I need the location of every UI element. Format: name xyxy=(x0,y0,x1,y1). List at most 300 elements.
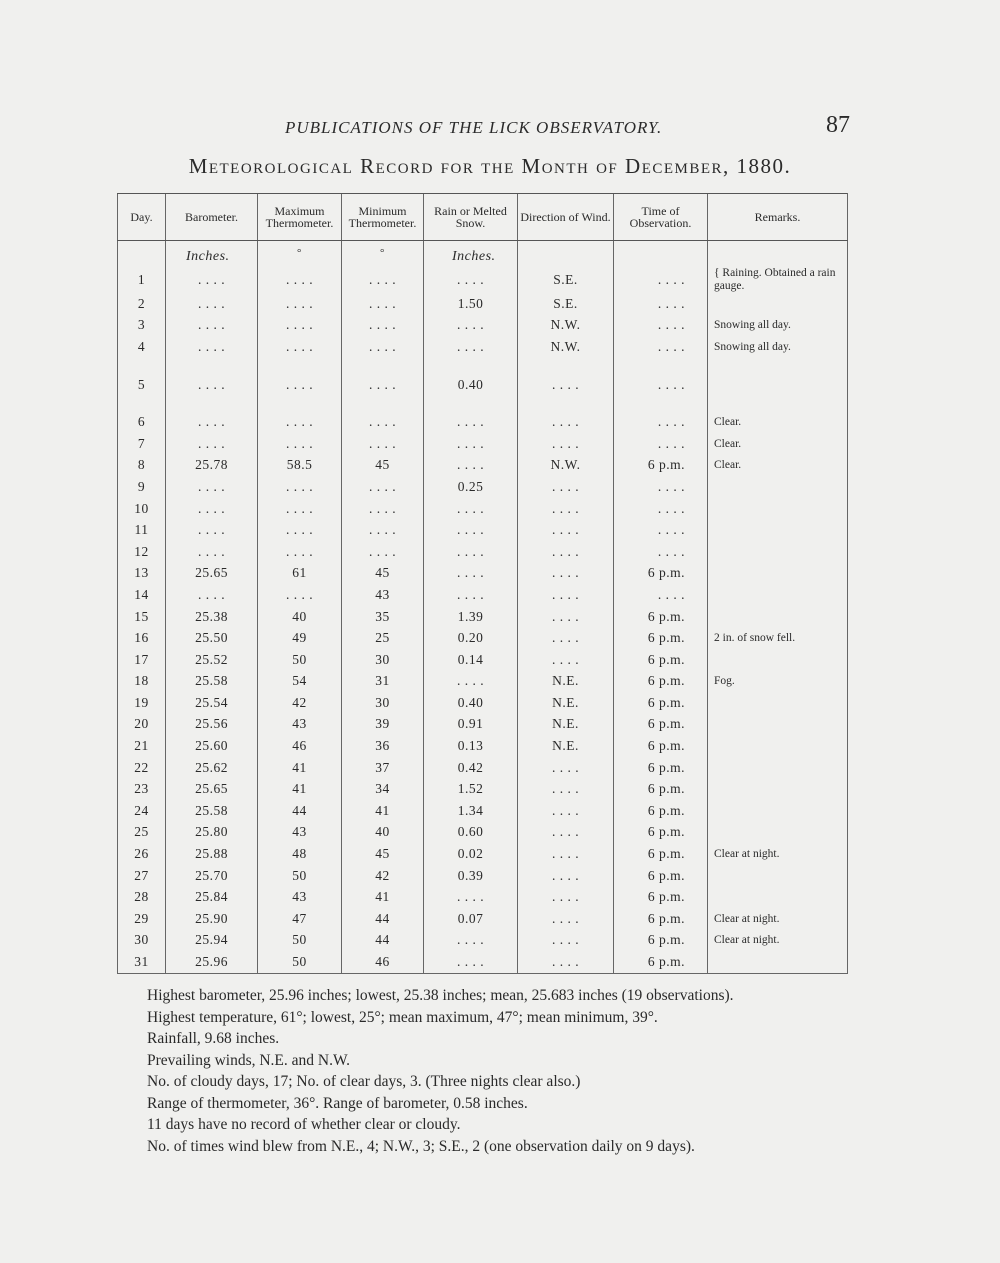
cell-wind-direction: N.W. xyxy=(518,455,614,477)
cell-barometer: . . . . xyxy=(166,411,258,433)
spacer-cell xyxy=(518,358,614,374)
cell-rain: 0.91 xyxy=(424,714,518,736)
cell-rain: . . . . xyxy=(424,498,518,520)
table-row xyxy=(118,606,848,628)
cell-rain: . . . . xyxy=(424,455,518,477)
summary-line: Prevailing winds, N.E. and N.W. xyxy=(147,1051,351,1069)
header-day: Day. xyxy=(118,194,166,241)
cell-rain: . . . . xyxy=(424,433,518,455)
cell-observation-time: 6 p.m. xyxy=(614,930,708,952)
cell-remarks xyxy=(708,563,848,585)
cell-min-temp: 44 xyxy=(342,908,424,930)
cell-day: 23 xyxy=(118,778,166,800)
cell-day: 26 xyxy=(118,843,166,865)
cell-remarks xyxy=(708,541,848,563)
cell-day: 31 xyxy=(118,951,166,973)
cell-min-temp: 40 xyxy=(342,822,424,844)
table-row xyxy=(118,865,848,887)
cell-observation-time: 6 p.m. xyxy=(614,865,708,887)
cell-barometer: 25.70 xyxy=(166,865,258,887)
cell-max-temp: 50 xyxy=(258,865,342,887)
cell-barometer: 25.94 xyxy=(166,930,258,952)
table-row xyxy=(118,476,848,498)
cell-wind-direction: . . . . xyxy=(518,822,614,844)
cell-wind-direction: . . . . xyxy=(518,476,614,498)
cell-max-temp: 41 xyxy=(258,778,342,800)
cell-day: 25 xyxy=(118,822,166,844)
cell-day: 4 xyxy=(118,336,166,358)
spacer-cell xyxy=(258,358,342,374)
cell-barometer: 25.58 xyxy=(166,671,258,693)
cell-observation-time: . . . . xyxy=(614,519,708,541)
cell-remarks: Clear at night. xyxy=(708,843,848,865)
cell-wind-direction: . . . . xyxy=(518,584,614,606)
cell-wind-direction: S.E. xyxy=(518,267,614,293)
cell-max-temp: 47 xyxy=(258,908,342,930)
cell-observation-time: 6 p.m. xyxy=(614,649,708,671)
cell-wind-direction: . . . . xyxy=(518,908,614,930)
cell-barometer: . . . . xyxy=(166,336,258,358)
cell-max-temp: . . . . xyxy=(258,374,342,396)
spacer-cell xyxy=(614,395,708,411)
cell-barometer: . . . . xyxy=(166,433,258,455)
cell-max-temp: . . . . xyxy=(258,433,342,455)
cell-barometer: . . . . xyxy=(166,584,258,606)
cell-observation-time: . . . . xyxy=(614,584,708,606)
cell-min-temp: 41 xyxy=(342,800,424,822)
cell-min-temp: 43 xyxy=(342,584,424,606)
units-time xyxy=(614,241,708,268)
header-barometer: Barometer. xyxy=(166,194,258,241)
cell-max-temp: . . . . xyxy=(258,315,342,337)
cell-max-temp: 54 xyxy=(258,671,342,693)
cell-barometer: . . . . xyxy=(166,519,258,541)
cell-wind-direction: N.E. xyxy=(518,692,614,714)
cell-day: 14 xyxy=(118,584,166,606)
cell-day: 10 xyxy=(118,498,166,520)
cell-min-temp: 45 xyxy=(342,455,424,477)
summary-line: No. of times wind blew from N.E., 4; N.W., 3; S.E., 2 (one observation daily on 9 days). xyxy=(147,1137,695,1155)
cell-remarks xyxy=(708,822,848,844)
summary-line: Highest barometer, 25.96 inches; lowest, 25.38 inches; mean, 25.683 inches (19 observations). xyxy=(147,987,734,1004)
cell-day: 27 xyxy=(118,865,166,887)
cell-wind-direction: N.E. xyxy=(518,714,614,736)
cell-wind-direction: . . . . xyxy=(518,951,614,973)
spacer-cell xyxy=(614,358,708,374)
cell-day: 5 xyxy=(118,374,166,396)
cell-observation-time: . . . . xyxy=(614,336,708,358)
cell-rain: . . . . xyxy=(424,886,518,908)
cell-observation-time: 6 p.m. xyxy=(614,757,708,779)
cell-min-temp: 46 xyxy=(342,951,424,973)
cell-observation-time: 6 p.m. xyxy=(614,692,708,714)
cell-rain: . . . . xyxy=(424,267,518,293)
cell-wind-direction: . . . . xyxy=(518,411,614,433)
cell-barometer: 25.96 xyxy=(166,951,258,973)
header-direction: Direction of Wind. xyxy=(518,194,614,241)
spacer-cell xyxy=(708,395,848,411)
cell-day: 15 xyxy=(118,606,166,628)
spacer-cell xyxy=(118,395,166,411)
spacer-cell xyxy=(166,358,258,374)
cell-barometer: 25.84 xyxy=(166,886,258,908)
table-row xyxy=(118,455,848,477)
cell-observation-time: . . . . xyxy=(614,374,708,396)
cell-wind-direction: N.E. xyxy=(518,671,614,693)
cell-min-temp: 45 xyxy=(342,843,424,865)
cell-observation-time: 6 p.m. xyxy=(614,778,708,800)
page-title xyxy=(0,154,1000,179)
cell-max-temp: 41 xyxy=(258,757,342,779)
cell-wind-direction: . . . . xyxy=(518,649,614,671)
cell-max-temp: 43 xyxy=(258,714,342,736)
cell-barometer: . . . . xyxy=(166,541,258,563)
cell-barometer: . . . . xyxy=(166,374,258,396)
spacer-cell xyxy=(424,395,518,411)
cell-barometer: 25.78 xyxy=(166,455,258,477)
cell-day: 6 xyxy=(118,411,166,433)
cell-rain: 0.20 xyxy=(424,627,518,649)
cell-rain: 0.07 xyxy=(424,908,518,930)
cell-rain: . . . . xyxy=(424,584,518,606)
table-row xyxy=(118,843,848,865)
cell-barometer: 25.80 xyxy=(166,822,258,844)
units-day xyxy=(118,241,166,268)
cell-rain: . . . . xyxy=(424,563,518,585)
table-header-row xyxy=(118,194,848,241)
cell-observation-time: . . . . xyxy=(614,433,708,455)
spacer-cell xyxy=(258,395,342,411)
cell-observation-time: 6 p.m. xyxy=(614,800,708,822)
cell-min-temp: . . . . xyxy=(342,315,424,337)
cell-max-temp: . . . . xyxy=(258,584,342,606)
table-row xyxy=(118,908,848,930)
cell-rain: . . . . xyxy=(424,519,518,541)
cell-remarks: Clear at night. xyxy=(708,908,848,930)
cell-rain: 0.25 xyxy=(424,476,518,498)
cell-min-temp: 41 xyxy=(342,886,424,908)
cell-day: 21 xyxy=(118,735,166,757)
units-rain: Inches. xyxy=(424,241,518,268)
cell-min-temp: . . . . xyxy=(342,541,424,563)
cell-remarks xyxy=(708,886,848,908)
cell-rain: 0.02 xyxy=(424,843,518,865)
cell-rain: 0.60 xyxy=(424,822,518,844)
cell-barometer: 25.90 xyxy=(166,908,258,930)
spacer-cell xyxy=(342,358,424,374)
cell-barometer: . . . . xyxy=(166,498,258,520)
cell-barometer: 25.54 xyxy=(166,692,258,714)
cell-rain: 0.40 xyxy=(424,692,518,714)
cell-min-temp: . . . . xyxy=(342,293,424,315)
cell-observation-time: 6 p.m. xyxy=(614,563,708,585)
cell-day: 9 xyxy=(118,476,166,498)
cell-day: 22 xyxy=(118,757,166,779)
cell-barometer: . . . . xyxy=(166,476,258,498)
table-row xyxy=(118,498,848,520)
cell-day: 8 xyxy=(118,455,166,477)
cell-barometer: 25.58 xyxy=(166,800,258,822)
cell-day: 24 xyxy=(118,800,166,822)
cell-wind-direction: . . . . xyxy=(518,757,614,779)
cell-remarks: Clear. xyxy=(708,433,848,455)
header-time: Time of Observation. xyxy=(614,194,708,241)
cell-min-temp: . . . . xyxy=(342,411,424,433)
cell-observation-time: . . . . xyxy=(614,411,708,433)
table-row xyxy=(118,315,848,337)
cell-min-temp: . . . . xyxy=(342,498,424,520)
table-row xyxy=(118,519,848,541)
cell-wind-direction: N.E. xyxy=(518,735,614,757)
cell-remarks xyxy=(708,735,848,757)
units-row xyxy=(118,241,848,268)
cell-observation-time: 6 p.m. xyxy=(614,908,708,930)
cell-day: 18 xyxy=(118,671,166,693)
cell-max-temp: . . . . xyxy=(258,541,342,563)
table-row xyxy=(118,930,848,952)
cell-remarks xyxy=(708,865,848,887)
cell-remarks: Snowing all day. xyxy=(708,336,848,358)
cell-observation-time: 6 p.m. xyxy=(614,735,708,757)
cell-remarks xyxy=(708,584,848,606)
cell-remarks xyxy=(708,498,848,520)
cell-observation-time: 6 p.m. xyxy=(614,822,708,844)
cell-remarks xyxy=(708,714,848,736)
table-row xyxy=(118,293,848,315)
cell-remarks xyxy=(708,800,848,822)
cell-day: 20 xyxy=(118,714,166,736)
table-row xyxy=(118,563,848,585)
cell-min-temp: . . . . xyxy=(342,433,424,455)
cell-remarks xyxy=(708,374,848,396)
table-body xyxy=(118,241,848,974)
cell-rain: 1.34 xyxy=(424,800,518,822)
header-min-thermometer: Minimum Thermometer. xyxy=(342,194,424,241)
cell-remarks: 2 in. of snow fell. xyxy=(708,627,848,649)
cell-max-temp: 48 xyxy=(258,843,342,865)
page-title-text: Meteorological Record for the Month of December, 1880. xyxy=(188,154,792,178)
cell-day: 7 xyxy=(118,433,166,455)
cell-observation-time: . . . . xyxy=(614,315,708,337)
cell-day: 19 xyxy=(118,692,166,714)
cell-day: 12 xyxy=(118,541,166,563)
cell-max-temp: 61 xyxy=(258,563,342,585)
header-max-thermometer: Maximum Thermometer. xyxy=(258,194,342,241)
cell-min-temp: . . . . xyxy=(342,336,424,358)
cell-remarks xyxy=(708,778,848,800)
table-row xyxy=(118,800,848,822)
cell-wind-direction: . . . . xyxy=(518,519,614,541)
cell-min-temp: . . . . xyxy=(342,374,424,396)
cell-observation-time: . . . . xyxy=(614,541,708,563)
cell-max-temp: . . . . xyxy=(258,411,342,433)
cell-min-temp: 34 xyxy=(342,778,424,800)
cell-wind-direction: S.E. xyxy=(518,293,614,315)
cell-wind-direction: . . . . xyxy=(518,627,614,649)
summary-line: Highest temperature, 61°; lowest, 25°; mean maximum, 47°; mean minimum, 39°. xyxy=(147,1008,658,1026)
cell-min-temp: . . . . xyxy=(342,267,424,293)
table-row xyxy=(118,374,848,396)
cell-day: 11 xyxy=(118,519,166,541)
cell-remarks: { Raining. Obtained a rain gauge. xyxy=(708,267,848,293)
cell-max-temp: 40 xyxy=(258,606,342,628)
cell-rain: . . . . xyxy=(424,951,518,973)
units-barometer: Inches. xyxy=(166,241,258,268)
cell-min-temp: 44 xyxy=(342,930,424,952)
cell-rain: . . . . xyxy=(424,671,518,693)
cell-observation-time: 6 p.m. xyxy=(614,627,708,649)
cell-wind-direction: . . . . xyxy=(518,606,614,628)
spacer-cell xyxy=(166,395,258,411)
cell-max-temp: . . . . xyxy=(258,476,342,498)
table-row xyxy=(118,649,848,671)
cell-remarks xyxy=(708,476,848,498)
cell-barometer: 25.88 xyxy=(166,843,258,865)
cell-min-temp: 35 xyxy=(342,606,424,628)
cell-observation-time: 6 p.m. xyxy=(614,843,708,865)
cell-min-temp: . . . . xyxy=(342,519,424,541)
cell-wind-direction: . . . . xyxy=(518,374,614,396)
spacer-cell xyxy=(424,358,518,374)
cell-wind-direction: N.W. xyxy=(518,315,614,337)
table-row xyxy=(118,627,848,649)
cell-remarks: Snowing all day. xyxy=(708,315,848,337)
cell-max-temp: . . . . xyxy=(258,267,342,293)
cell-max-temp: 50 xyxy=(258,930,342,952)
cell-max-temp: . . . . xyxy=(258,498,342,520)
cell-min-temp: 31 xyxy=(342,671,424,693)
cell-day: 13 xyxy=(118,563,166,585)
cell-barometer: 25.65 xyxy=(166,778,258,800)
spacer-cell xyxy=(518,395,614,411)
table-row xyxy=(118,735,848,757)
cell-remarks xyxy=(708,649,848,671)
cell-wind-direction: . . . . xyxy=(518,433,614,455)
cell-barometer: 25.56 xyxy=(166,714,258,736)
cell-wind-direction: . . . . xyxy=(518,886,614,908)
publication-title: PUBLICATIONS OF THE LICK OBSERVATORY. xyxy=(285,118,663,137)
table-row xyxy=(118,541,848,563)
cell-wind-direction: N.W. xyxy=(518,336,614,358)
meteorological-table xyxy=(117,193,847,974)
cell-observation-time: 6 p.m. xyxy=(614,951,708,973)
cell-rain: . . . . xyxy=(424,930,518,952)
cell-rain: . . . . xyxy=(424,315,518,337)
cell-barometer: . . . . xyxy=(166,267,258,293)
cell-min-temp: . . . . xyxy=(342,476,424,498)
cell-observation-time: 6 p.m. xyxy=(614,714,708,736)
cell-min-temp: 39 xyxy=(342,714,424,736)
cell-rain: 0.40 xyxy=(424,374,518,396)
cell-remarks xyxy=(708,951,848,973)
spacer-row xyxy=(118,395,848,411)
header-rain: Rain or Melted Snow. xyxy=(424,194,518,241)
cell-remarks: Fog. xyxy=(708,671,848,693)
cell-rain: 0.14 xyxy=(424,649,518,671)
cell-remarks: Clear. xyxy=(708,455,848,477)
cell-rain: 0.39 xyxy=(424,865,518,887)
spacer-row xyxy=(118,358,848,374)
cell-barometer: . . . . xyxy=(166,315,258,337)
cell-max-temp: 46 xyxy=(258,735,342,757)
cell-max-temp: 49 xyxy=(258,627,342,649)
cell-day: 17 xyxy=(118,649,166,671)
summary-line: No. of cloudy days, 17; No. of clear days, 3. (Three nights clear also.) xyxy=(147,1073,581,1090)
spacer-cell xyxy=(708,358,848,374)
cell-max-temp: 44 xyxy=(258,800,342,822)
cell-remarks xyxy=(708,606,848,628)
table-row xyxy=(118,671,848,693)
units-direction xyxy=(518,241,614,268)
page-number: 87 xyxy=(826,112,850,138)
cell-min-temp: 37 xyxy=(342,757,424,779)
cell-max-temp: . . . . xyxy=(258,293,342,315)
cell-observation-time: 6 p.m. xyxy=(614,606,708,628)
cell-observation-time: . . . . xyxy=(614,293,708,315)
table-row xyxy=(118,336,848,358)
cell-remarks xyxy=(708,692,848,714)
cell-max-temp: 43 xyxy=(258,822,342,844)
cell-remarks: Clear at night. xyxy=(708,930,848,952)
summary-notes xyxy=(147,985,907,1157)
units-min: ° xyxy=(342,241,424,268)
cell-observation-time: . . . . xyxy=(614,267,708,293)
cell-wind-direction: . . . . xyxy=(518,498,614,520)
cell-day: 16 xyxy=(118,627,166,649)
table-row xyxy=(118,886,848,908)
spacer-cell xyxy=(342,395,424,411)
cell-wind-direction: . . . . xyxy=(518,778,614,800)
cell-min-temp: 45 xyxy=(342,563,424,585)
cell-min-temp: 36 xyxy=(342,735,424,757)
cell-wind-direction: . . . . xyxy=(518,843,614,865)
cell-rain: . . . . xyxy=(424,411,518,433)
cell-barometer: 25.50 xyxy=(166,627,258,649)
cell-rain: 1.39 xyxy=(424,606,518,628)
table-row xyxy=(118,714,848,736)
cell-observation-time: 6 p.m. xyxy=(614,455,708,477)
table-row xyxy=(118,778,848,800)
cell-min-temp: 42 xyxy=(342,865,424,887)
cell-rain: 0.13 xyxy=(424,735,518,757)
cell-min-temp: 30 xyxy=(342,692,424,714)
cell-max-temp: . . . . xyxy=(258,336,342,358)
cell-max-temp: 50 xyxy=(258,649,342,671)
cell-observation-time: . . . . xyxy=(614,476,708,498)
header-remarks: Remarks. xyxy=(708,194,848,241)
cell-barometer: 25.52 xyxy=(166,649,258,671)
spacer-cell xyxy=(118,358,166,374)
table-row xyxy=(118,584,848,606)
table-row xyxy=(118,411,848,433)
cell-rain: . . . . xyxy=(424,541,518,563)
cell-day: 30 xyxy=(118,930,166,952)
cell-remarks: Clear. xyxy=(708,411,848,433)
cell-day: 3 xyxy=(118,315,166,337)
summary-line: Rainfall, 9.68 inches. xyxy=(147,1030,280,1047)
table-row xyxy=(118,267,848,293)
cell-rain: 0.42 xyxy=(424,757,518,779)
cell-barometer: . . . . xyxy=(166,293,258,315)
summary-line: 11 days have no record of whether clear or cloudy. xyxy=(147,1116,461,1133)
cell-wind-direction: . . . . xyxy=(518,563,614,585)
table-row xyxy=(118,951,848,973)
cell-max-temp: 50 xyxy=(258,951,342,973)
summary-line: Range of thermometer, 36°. Range of barometer, 0.58 inches. xyxy=(147,1094,528,1112)
cell-day: 28 xyxy=(118,886,166,908)
table-row xyxy=(118,433,848,455)
units-remarks xyxy=(708,241,848,268)
